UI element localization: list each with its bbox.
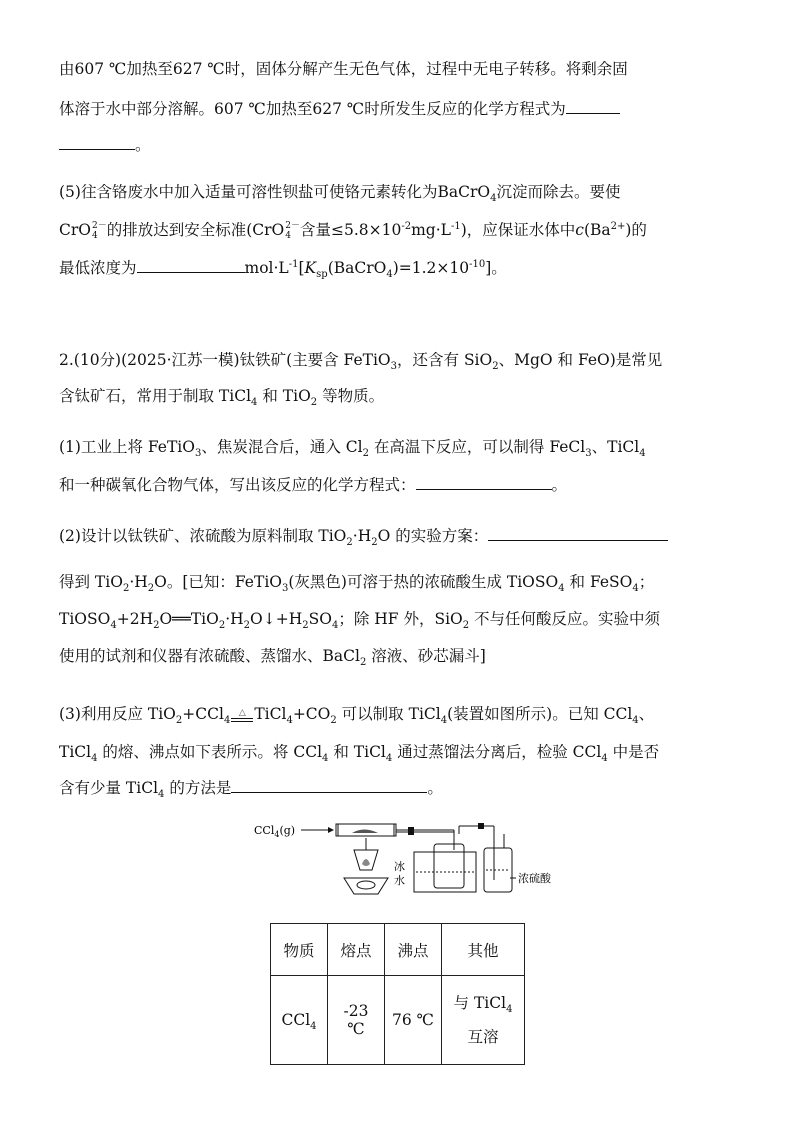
ion-charge: 2－ 4 <box>285 221 300 241</box>
lamp-stand <box>344 878 388 894</box>
s3-line-2: TiCl$_4$ 的熔、沸点如下表所示。将 CCl$_4$ 和 TiCl$_4$ 通过蒸馏法分离后，检验 CCl$_4$ 中是否 <box>59 743 660 765</box>
para-line-2: 体溶于水中部分溶解。607 ℃加热至627 ℃时所发生反应的化学方程式为 <box>59 97 620 120</box>
para-line-3: 。 <box>59 133 151 156</box>
answer-blank[interactable] <box>231 776 427 793</box>
q5-line-2: CrO 2－ 4 的排放达到安全标准(CrO 2－ 4 含量$\le 5.8\times 10^{-2}mg\cdot L^{-1}$)，应保证水体中$c(Ba^{2+})$的 <box>59 220 647 241</box>
s1-line-2: 和一种碳氧化合物气体，写出该反应的化学方程式： 。 <box>59 473 567 496</box>
header-substance: 物质 <box>271 924 328 976</box>
cell-other: 与 TiCl$_4$ 互溶 <box>442 976 525 1065</box>
q5-line-1: (5)往含铬废水中加入适量可溶性钡盐可使铬元素转化为BaCrO$_4$沉淀而除去。要使 <box>59 183 621 205</box>
table-row <box>271 976 525 1065</box>
q2-line-1: 2.(10分)(2025·江苏一模)钛铁矿(主要含 FeTiO$_3$，还含有 SiO$_2$、MgO 和 FeO)是常见 <box>59 351 663 373</box>
properties-table <box>270 923 525 1065</box>
ice-water-label-1: 冰 <box>394 860 405 873</box>
s2-line-1: (2)设计以钛铁矿、浓硫酸为原料制取 $TiO_2\cdot H_2O$ 的实验方案： <box>59 524 668 547</box>
cell-substance: CCl$_4$ <box>271 976 328 1065</box>
para-line-1: 由607 ℃加热至627 ℃时，固体分解产生无色气体，过程中无电子转移。将剩余固 <box>59 60 628 78</box>
s2-line-4: 使用的试剂和仪器有浓硫酸、蒸馏水、BaCl$_2$ 溶液、砂芯漏斗] <box>59 647 486 669</box>
table-header-row <box>271 924 525 976</box>
s2-line-3: $TiOSO_4+2H_2O══TiO_2\cdot H_2O↓+H_2SO_4$；除 HF 外，SiO$_2$ 不与任何酸反应。实验中须 <box>59 610 661 632</box>
s2-line-2: 得到 $TiO_2\cdot H_2O$。[已知：FeTiO$_3$(灰黑色)可溶于热的浓硫酸生成 TiOSO$_4$ 和 FeSO$_4$； <box>59 573 655 595</box>
apparatus-diagram <box>254 820 554 900</box>
answer-blank[interactable] <box>137 256 245 273</box>
heat-condition: △ <box>231 708 253 722</box>
answer-blank[interactable] <box>59 133 135 150</box>
solid-sample <box>352 830 378 834</box>
answer-blank[interactable] <box>488 524 668 541</box>
collection-bottle <box>434 844 464 888</box>
q5-line-3: 最低浓度为 $mol\cdot L^{-1}[K_{sp}(BaCrO_4)=1.2\times 10^{-10}]$。 <box>59 256 507 279</box>
apparatus-svg <box>254 820 554 896</box>
s1-line-1: (1)工业上将 FeTiO$_3$、焦炭混合后，通入 $Cl_2$ 在高温下反应，可以制得 FeCl$_3$、TiCl$_4$ <box>59 438 646 460</box>
s3-line-3: 含有少量 TiCl$_4$ 的方法是 。 <box>59 776 443 799</box>
arrow-head-icon <box>328 827 334 833</box>
header-melting: 熔点 <box>328 924 385 976</box>
cell-melting: -23 ℃ <box>328 976 385 1065</box>
ion-charge: 2－ 4 <box>91 221 107 241</box>
s3-line-1: (3)利用反应 TiO$_2$+CCl$_4$ △ $TiCl_4+CO_2$ 可以制取 TiCl$_4$(装置如图所示)。已知 CCl$_4$、 <box>59 705 655 727</box>
answer-blank[interactable] <box>566 97 620 114</box>
gas-inlet-label: CCl$_4$(g) <box>254 824 296 839</box>
acid-label: 浓硫酸 <box>518 872 551 885</box>
cell-boiling: 76 ℃ <box>385 976 442 1065</box>
q2-line-2: 含钛矿石，常用于制取 TiCl$_4$ 和 TiO$_2$ 等物质。 <box>59 387 385 409</box>
ice-water-label-2: 水 <box>394 874 405 887</box>
header-other: 其他 <box>442 924 525 976</box>
answer-blank[interactable] <box>416 473 552 490</box>
header-boiling: 沸点 <box>385 924 442 976</box>
